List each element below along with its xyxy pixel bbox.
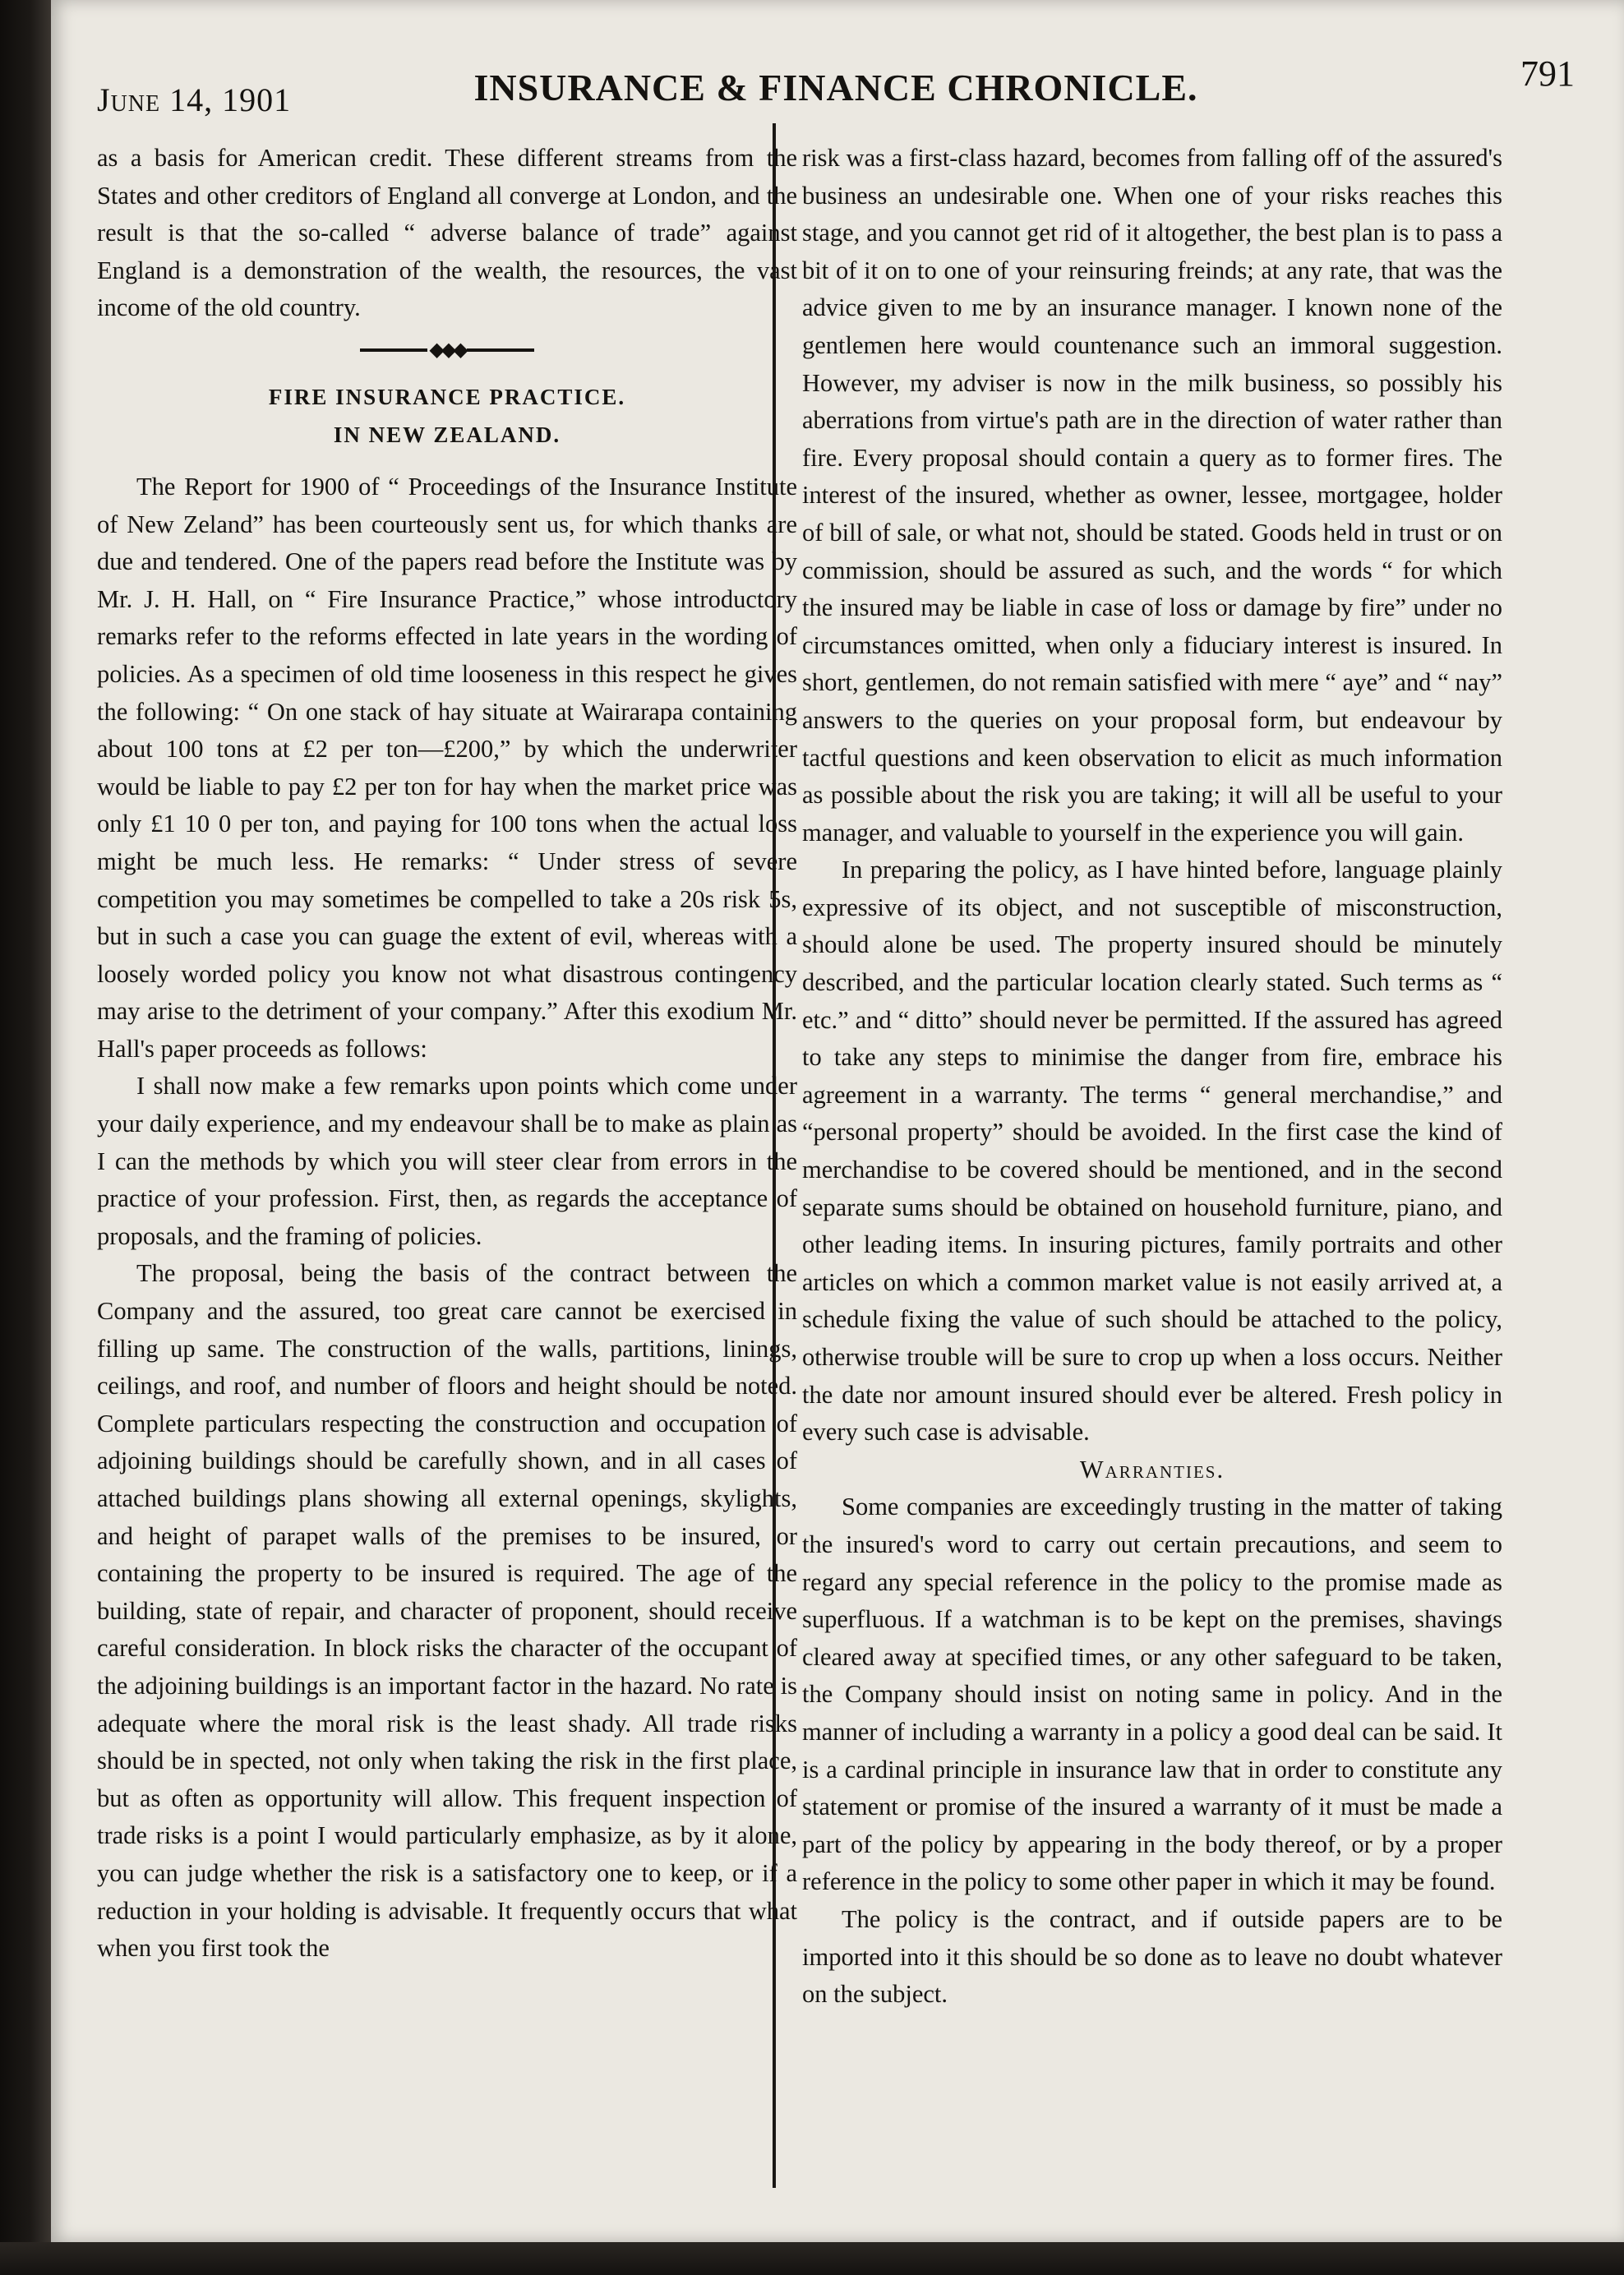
article-intro-paragraph: The Report for 1900 of “ Proceedings of the Insurance Institute of New Zeland” has been courteously sent us, for which thanks are due and tendered. One of the papers read before the Institute was by Mr. J. H. Hall, on “ Fire Insurance Practice,” whose introductory remarks refer to the reforms effected in late years in the wording of policies. As a specimen of old time looseness in this respect he gives the following: “ On one stack of hay situate at Wairarapa containing about 100 tons at £2 per ton—£200,” by which the underwriter would be liable to pay £2 per ton for hay when the market price was only £1 10 0 per ton, and paying for 100 tons when the actual loss might be much less. He remarks: “ Under stress of severe competition you may sometimes be compelled to take a 20s risk 5s, but in such a case you can guage the extent of evil, whereas with a loosely worded policy you know not what disastrous contingency may arise to the detriment of your company.” After this exodium Mr. Hall's paper proceeds as follows: [97,472,797,1063]
running-head [97,48,1575,118]
scan-border-bottom [0,2242,1624,2275]
ornament-bar-left [360,348,427,352]
publication-title: INSURANCE & FINANCE CHRONICLE. [473,67,1198,108]
article-title-line-2: IN NEW ZEALAND. [333,422,561,447]
contract-paragraph: The policy is the contract, and if outside papers are to be imported into it this should be so done as to leave no doubt whatever on the subject. [802,1904,1502,2009]
scan-border-left [0,0,51,2275]
left-column [97,140,797,1968]
ornament-diamonds-icon: ◆◆◆ [429,339,465,361]
ornament-bar-right [467,348,534,352]
article-title-line-1: FIRE INSURANCE PRACTICE. [268,384,626,409]
continued-paragraph: as a basis for American credit. These different streams from the States and other creditors of England all converge at London, and the result is that the so-called “ adverse balance of trade” against England is a demonstration of the wealth, the resources, the vast income of the old country. [97,144,797,322]
proposal-paragraph: The proposal, being the basis of the contract between the Company and the assured, too great care cannot be exercised in filling up same. The construction of the walls, partitions, linings, ceilings, and roof, and number of floors and height should be noted. Complete particulars respecting the construction and occupation of adjoining buildings should be carefully shown, and in all cases of attached buildings plans showing all external openings, skylights, and height of parapet walls of the premises to be insured, or containing the property to be insured is required. The age of the building, state of repair, and character of proponent, should receive careful consideration. In block risks the character of the occupant of the adjoining buildings is an important factor in the hazard. No rate is adequate where the moral risk is the least shady. All trade risks should be in spected, not only when taking the risk in the first place, but as often as opportunity will allow. This frequent inspection of trade risks is a point I would particularly emphasize, as by it alone, you can judge whether the risk is a satisfactory one to keep, or if a reduction in your holding is advisable. It frequently occurs that what when you first took the [97,1259,797,1963]
section-ornament [97,334,797,367]
page-number: 791 [1520,53,1575,94]
policy-paragraph: In preparing the policy, as I have hinted before, language plainly expressive of its object, and not susceptible of misconstruction, should alone be used. The property insured should be minutely described, and the particular location clearly stated. Such terms as “ etc.” and “ ditto” should never be permitted. If the assured has agreed to take any steps to minimise the danger from fire, embrace his agreement in a warranty. The terms “ general merchandise,” and “personal property” should be avoided. In the first case the kind of merchandise to be covered should be mentioned, and in the second separate sums should be obtained on household furniture, piano, and other leading items. In insuring pictures, family portraits and other articles on which a common market value is not easily arrived at, a schedule fixing the value of such should be attached to the policy, otherwise trouble will be sure to crop up when a loss occurs. Neither the date nor amount insured should ever be altered. Fresh policy in every such case is advisable. [802,856,1502,1447]
newspaper-page [51,0,1624,2242]
warranties-paragraph: Some companies are exceedingly trusting in the matter of taking the insured's word to carry out certain precautions, and seem to regard any special reference in the policy to the promise made as superfluous. If a watchman is to be kept on the premises, shavings cleared away at specified times, or any other safeguard to be taken, the Company should insist on noting same in policy. And in the manner of including a warranty in a policy a good deal can be said. It is a cardinal principle in insurance law that in order to constitute any statement or promise of the insured a warranty of it must be made a part of the policy by appearing in the body thereof, or by a proper reference in the policy to some other paper in which it may be found. [802,1493,1502,1896]
remarks-paragraph: I shall now make a few remarks upon points which come under your daily experience, and my endeavour shall be to make as plain as I can the methods by which you will steer clear from errors in the practice of your profession. First, then, as regards the acceptance of proposals, and the framing of policies. [97,1072,797,1250]
right-column [802,140,1502,2014]
section-heading-warranties: Warranties. [1079,1455,1225,1484]
header-date: June 14, 1901 [97,81,292,118]
article-heading [97,378,797,454]
continued-paragraph: risk was a first-class hazard, becomes from falling off of the assured's business an undesirable one. When one of your risks reaches this stage, and you cannot get rid of it altogether, the best plan is to pass a bit of it on to one of your reinsuring freinds; at any rate, that was the advice given to me by an insurance manager. I known none of the gentlemen here would countenance such an immoral suggestion. However, my adviser is now in the milk business, so possibly his aberrations from virtue's path are in the direction of water rather than fire. Every proposal should contain a query as to former fires. The interest of the insured, whether as owner, lessee, mortgagee, holder of bill of sale, or what not, should be stated. Goods held in trust or on commission, should be assured as such, and the words “ for which the insured may be liable in case of loss or damage by fire” under no circumstances omitted, when only a fiduciary interest is insured. In short, gentlemen, do not remain satisfied with mere “ aye” and “ nay” answers to the queries on your proposal form, but endeavour by tactful questions and keen observation to elicit as much information as possible about the risk you are taking; it will all be useful to your manager, and valuable to yourself in the experience you will gain. [802,144,1502,847]
